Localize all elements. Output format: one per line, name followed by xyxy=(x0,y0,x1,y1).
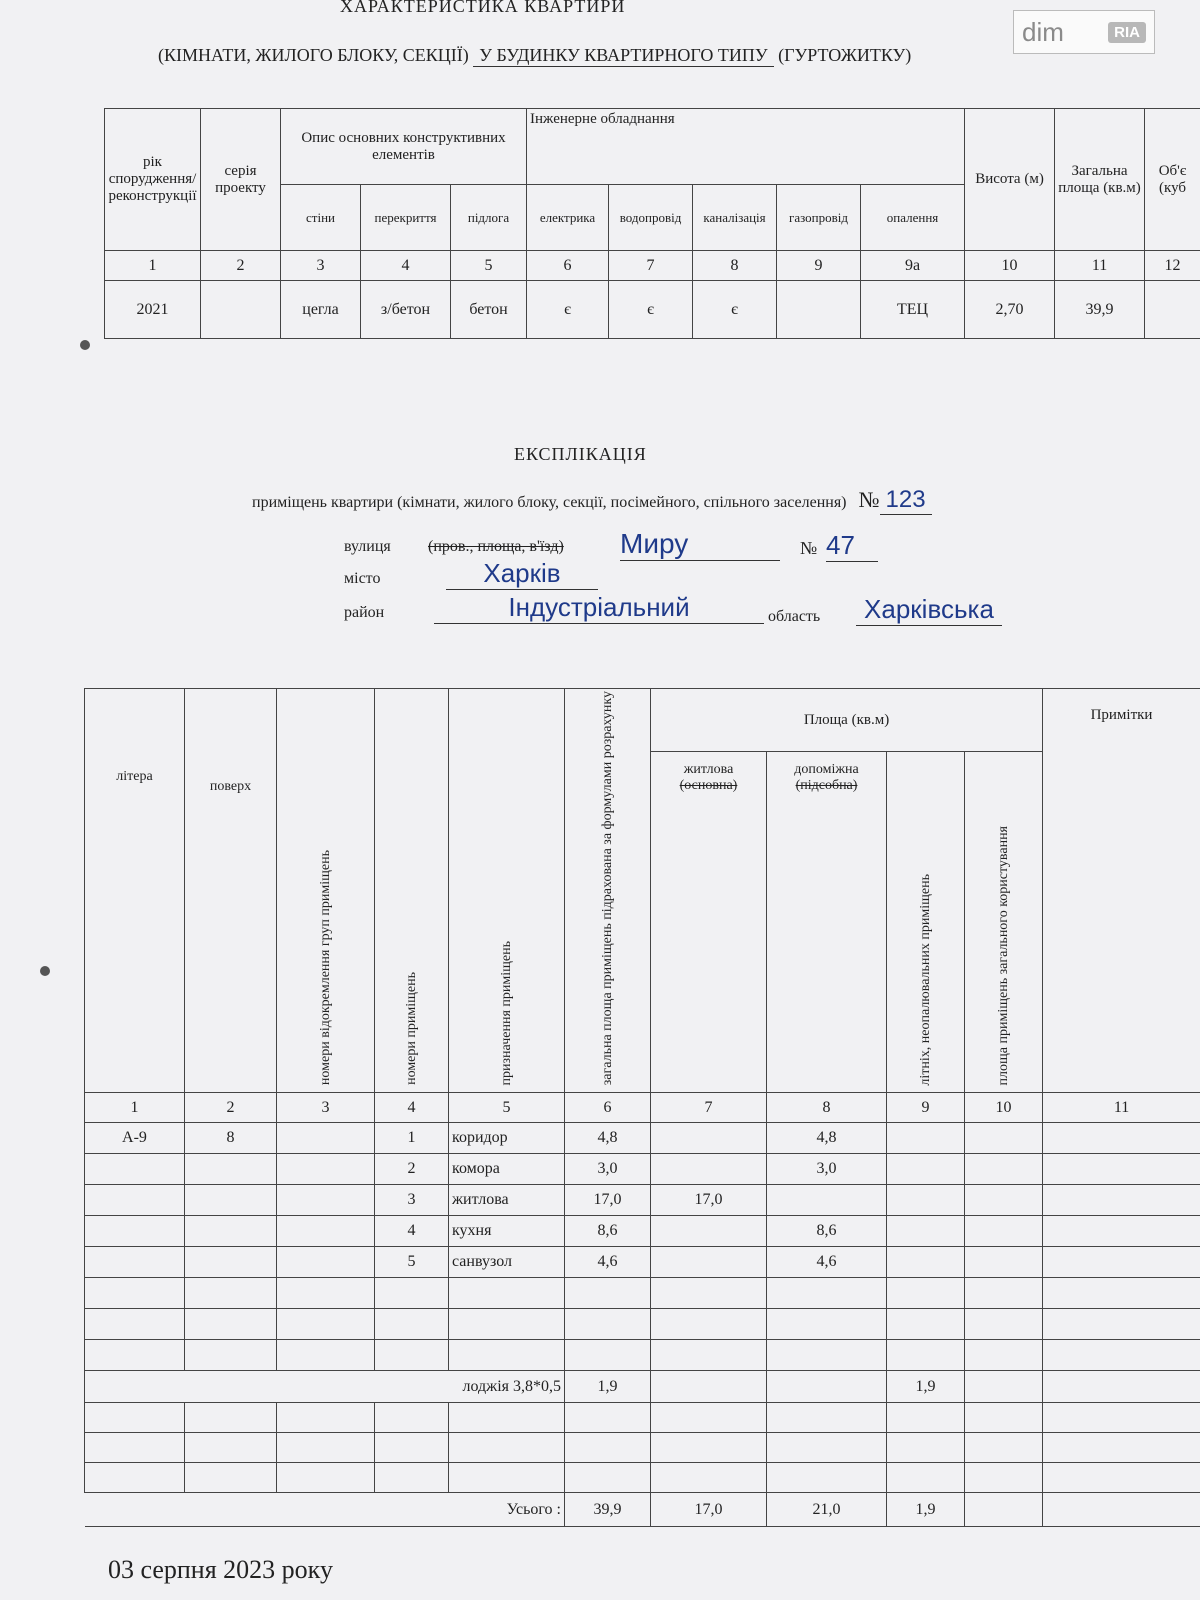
room-cell xyxy=(651,1278,767,1309)
room-cell xyxy=(1043,1247,1200,1278)
room-cell: 1 xyxy=(375,1123,449,1154)
rooms-num: 3 xyxy=(277,1093,375,1123)
room-cell xyxy=(1043,1216,1200,1247)
room-row xyxy=(85,1123,1200,1154)
subtitle-pre: (КІМНАТИ, ЖИЛОГО БЛОКУ, СЕКЦІЇ) xyxy=(158,45,469,65)
room-cell xyxy=(767,1185,887,1216)
house-number: 47 xyxy=(826,530,878,562)
room-cell: 5 xyxy=(375,1247,449,1278)
total-summer: 1,9 xyxy=(887,1493,965,1527)
rooms-h-total xyxy=(565,689,651,1093)
room-cell: 17,0 xyxy=(651,1185,767,1216)
room-cell xyxy=(651,1123,767,1154)
rooms-num: 1 xyxy=(85,1093,185,1123)
room-cell: 4,8 xyxy=(767,1123,887,1154)
room-cell xyxy=(375,1309,449,1340)
apartment-number: 123 xyxy=(880,486,932,515)
room-cell xyxy=(449,1309,565,1340)
room-cell: 4,8 xyxy=(565,1123,651,1154)
char-area: 39,9 xyxy=(1055,281,1145,339)
room-cell xyxy=(651,1154,767,1185)
room-cell: кухня xyxy=(449,1216,565,1247)
room-cell: 4,6 xyxy=(565,1247,651,1278)
room-cell xyxy=(651,1247,767,1278)
rooms-num: 8 xyxy=(767,1093,887,1123)
total-label: Усього : xyxy=(85,1493,565,1527)
rooms-h-summer xyxy=(887,752,965,1093)
rooms-h-area-group: Площа (кв.м) xyxy=(651,689,1043,752)
room-row xyxy=(85,1278,1200,1309)
room-cell xyxy=(277,1123,375,1154)
room-cell xyxy=(85,1278,185,1309)
room-cell xyxy=(1043,1309,1200,1340)
char-year: 2021 xyxy=(105,281,201,339)
loggia-summer: 1,9 xyxy=(887,1371,965,1403)
room-cell: житлова xyxy=(449,1185,565,1216)
sub-water: водопровід xyxy=(609,185,693,251)
char-sewage: є xyxy=(693,281,777,339)
room-cell xyxy=(85,1185,185,1216)
rooms-h-common-text: площа приміщень загального користування xyxy=(995,825,1011,1086)
char-num: 1 xyxy=(105,251,201,281)
district-value: Індустріальний xyxy=(434,592,764,624)
room-cell xyxy=(277,1278,375,1309)
room-row xyxy=(85,1154,1200,1185)
loggia-common xyxy=(965,1371,1043,1403)
room-cell xyxy=(965,1247,1043,1278)
room-cell: 8 xyxy=(185,1123,277,1154)
col-year-header: рік спорудження/ реконструкції xyxy=(105,109,201,251)
sub-electricity: електрика xyxy=(527,185,609,251)
loggia-aux xyxy=(767,1371,887,1403)
room-cell xyxy=(85,1247,185,1278)
char-num: 6 xyxy=(527,251,609,281)
char-num: 10 xyxy=(965,251,1055,281)
room-cell xyxy=(965,1123,1043,1154)
room-row xyxy=(85,1216,1200,1247)
room-cell xyxy=(887,1340,965,1371)
watermark-logo xyxy=(1013,10,1155,54)
char-num: 12 xyxy=(1145,251,1200,281)
room-cell xyxy=(965,1340,1043,1371)
room-cell xyxy=(887,1278,965,1309)
room-cell: 3,0 xyxy=(565,1154,651,1185)
rooms-h-notes: Примітки xyxy=(1043,689,1200,1093)
rooms-num: 9 xyxy=(887,1093,965,1123)
char-series xyxy=(201,281,281,339)
char-num: 5 xyxy=(451,251,527,281)
rooms-table xyxy=(84,688,1200,1527)
room-cell xyxy=(185,1216,277,1247)
room-cell xyxy=(651,1216,767,1247)
room-cell xyxy=(185,1340,277,1371)
rooms-h-number xyxy=(375,689,449,1093)
room-cell xyxy=(887,1309,965,1340)
room-cell: 4 xyxy=(375,1216,449,1247)
room-cell xyxy=(651,1309,767,1340)
char-num: 11 xyxy=(1055,251,1145,281)
city-value: Харків xyxy=(446,558,598,590)
room-cell xyxy=(85,1340,185,1371)
rooms-h-living-b: (основна) xyxy=(679,778,738,794)
char-num: 8 xyxy=(693,251,777,281)
rooms-h-purpose-text: призначення приміщень xyxy=(498,940,514,1086)
room-cell xyxy=(277,1309,375,1340)
room-cell xyxy=(375,1278,449,1309)
rooms-h-total-text: загальна площа приміщень підрахована за формулами розрахунку xyxy=(599,691,615,1086)
watermark-dim: dim xyxy=(1022,16,1064,47)
city-label: місто xyxy=(344,570,381,587)
loggia-notes xyxy=(1043,1371,1200,1403)
rooms-h-aux-b: (підсобна) xyxy=(795,778,858,794)
empty-row xyxy=(85,1433,1200,1463)
loggia-living xyxy=(651,1371,767,1403)
room-cell xyxy=(1043,1123,1200,1154)
room-cell xyxy=(277,1247,375,1278)
char-walls: цегла xyxy=(281,281,361,339)
room-cell xyxy=(887,1154,965,1185)
col-elements-header: Опис основних конструктивних елементів xyxy=(281,109,527,185)
room-cell xyxy=(185,1154,277,1185)
binder-hole xyxy=(40,966,50,976)
room-cell xyxy=(565,1340,651,1371)
room-cell: 4,6 xyxy=(767,1247,887,1278)
rooms-h-common xyxy=(965,752,1043,1093)
room-cell xyxy=(277,1154,375,1185)
room-cell: 8,6 xyxy=(767,1216,887,1247)
room-cell: комора xyxy=(449,1154,565,1185)
char-electricity: є xyxy=(527,281,609,339)
rooms-num: 5 xyxy=(449,1093,565,1123)
characteristics-table xyxy=(104,108,1200,339)
rooms-number-row xyxy=(85,1093,1200,1123)
total-area: 39,9 xyxy=(565,1493,651,1527)
room-cell: А-9 xyxy=(85,1123,185,1154)
street-type: (пров., площа, в'їзд) xyxy=(428,538,564,555)
room-row xyxy=(85,1185,1200,1216)
district-label: район xyxy=(344,604,385,621)
rooms-h-letter: літера xyxy=(85,689,185,1093)
loggia-label: лоджія 3,8*0,5 xyxy=(85,1371,565,1403)
col-series-header: серія проекту xyxy=(201,109,281,251)
room-cell xyxy=(375,1340,449,1371)
binder-hole xyxy=(80,340,90,350)
room-cell xyxy=(887,1216,965,1247)
room-cell xyxy=(85,1216,185,1247)
col-engineering-header: Інженерне обладнання xyxy=(527,109,965,185)
room-cell xyxy=(767,1278,887,1309)
room-cell xyxy=(449,1340,565,1371)
street-label: вулиця xyxy=(344,538,391,555)
char-num: 9а xyxy=(861,251,965,281)
room-cell xyxy=(965,1154,1043,1185)
room-cell xyxy=(565,1278,651,1309)
room-cell xyxy=(965,1185,1043,1216)
total-aux: 21,0 xyxy=(767,1493,887,1527)
col-volume-header: Об'є (куб xyxy=(1145,109,1200,251)
room-cell xyxy=(887,1247,965,1278)
sub-heating: опалення xyxy=(861,185,965,251)
rooms-num: 7 xyxy=(651,1093,767,1123)
total-row xyxy=(85,1493,1200,1527)
room-cell xyxy=(965,1309,1043,1340)
rooms-h-groups xyxy=(277,689,375,1093)
char-gas xyxy=(777,281,861,339)
room-cell xyxy=(565,1309,651,1340)
room-cell: санвузол xyxy=(449,1247,565,1278)
room-cell xyxy=(887,1123,965,1154)
room-cell xyxy=(887,1185,965,1216)
doc-subtitle xyxy=(158,45,911,67)
total-notes xyxy=(1043,1493,1200,1527)
sub-floor: підлога xyxy=(451,185,527,251)
watermark-ria: RIA xyxy=(1108,22,1146,43)
char-water: є xyxy=(609,281,693,339)
sub-ceilings: перекриття xyxy=(361,185,451,251)
rooms-num: 2 xyxy=(185,1093,277,1123)
char-ceilings: з/бетон xyxy=(361,281,451,339)
room-cell: 2 xyxy=(375,1154,449,1185)
room-cell xyxy=(277,1185,375,1216)
subtitle-main: У БУДИНКУ КВАРТИРНОГО ТИПУ xyxy=(473,45,773,67)
room-cell xyxy=(1043,1278,1200,1309)
rooms-h-groups-text: номери відокремлення груп приміщень xyxy=(317,850,333,1086)
char-volume xyxy=(1145,281,1200,339)
total-living: 17,0 xyxy=(651,1493,767,1527)
rooms-num: 11 xyxy=(1043,1093,1200,1123)
char-data-row xyxy=(105,281,1200,339)
explication-title: ЕКСПЛІКАЦІЯ xyxy=(514,444,647,464)
rooms-h-living xyxy=(651,752,767,1093)
empty-row xyxy=(85,1463,1200,1493)
sub-walls: стіни xyxy=(281,185,361,251)
room-cell xyxy=(1043,1154,1200,1185)
rooms-h-summer-text: літніх, неопалювальних приміщень xyxy=(917,873,933,1086)
room-row xyxy=(85,1247,1200,1278)
loggia-total: 1,9 xyxy=(565,1371,651,1403)
empty-row xyxy=(85,1403,1200,1433)
room-cell xyxy=(1043,1340,1200,1371)
rooms-h-floor: поверх xyxy=(185,689,277,1093)
room-cell xyxy=(85,1309,185,1340)
doc-title: ХАРАКТЕРИСТИКА КВАРТИРИ xyxy=(340,0,626,16)
char-num: 2 xyxy=(201,251,281,281)
room-row xyxy=(85,1340,1200,1371)
rooms-h-number-text: номери приміщень xyxy=(403,972,419,1086)
room-cell xyxy=(85,1154,185,1185)
rooms-num: 10 xyxy=(965,1093,1043,1123)
room-cell xyxy=(651,1340,767,1371)
rooms-num: 6 xyxy=(565,1093,651,1123)
room-rows xyxy=(85,1123,1200,1371)
room-cell xyxy=(185,1247,277,1278)
rooms-h-auxiliary xyxy=(767,752,887,1093)
rooms-h-purpose xyxy=(449,689,565,1093)
subtitle-post: (ГУРТОЖИТКУ) xyxy=(778,45,912,65)
room-cell: 17,0 xyxy=(565,1185,651,1216)
footer-date: 03 серпня 2023 року xyxy=(108,1555,333,1584)
apartment-number-label: № xyxy=(858,487,880,512)
room-cell: 3 xyxy=(375,1185,449,1216)
explication-line xyxy=(252,486,932,515)
char-floor: бетон xyxy=(451,281,527,339)
char-num: 7 xyxy=(609,251,693,281)
total-common xyxy=(965,1493,1043,1527)
col-area-header: Загальна площа (кв.м) xyxy=(1055,109,1145,251)
room-cell: коридор xyxy=(449,1123,565,1154)
char-height: 2,70 xyxy=(965,281,1055,339)
char-number-row xyxy=(105,251,1200,281)
room-cell xyxy=(185,1185,277,1216)
room-cell xyxy=(277,1340,375,1371)
sub-sewage: каналізація xyxy=(693,185,777,251)
loggia-row xyxy=(85,1371,1200,1403)
region-value: Харківська xyxy=(856,594,1002,626)
explication-desc: приміщень квартири (кімнати, жилого блоку, секції, посімейного, спільного заселення) xyxy=(252,494,847,511)
room-cell: 3,0 xyxy=(767,1154,887,1185)
street-value: Миру xyxy=(620,528,780,561)
room-cell xyxy=(767,1309,887,1340)
room-cell xyxy=(185,1278,277,1309)
room-cell xyxy=(185,1309,277,1340)
rooms-h-aux-a: допоміжна xyxy=(794,762,859,778)
room-cell xyxy=(277,1216,375,1247)
room-row xyxy=(85,1309,1200,1340)
rooms-h-living-a: житлова xyxy=(683,762,734,778)
char-num: 9 xyxy=(777,251,861,281)
col-height-header: Висота (м) xyxy=(965,109,1055,251)
rooms-num: 4 xyxy=(375,1093,449,1123)
room-cell xyxy=(767,1340,887,1371)
char-num: 4 xyxy=(361,251,451,281)
room-cell: 8,6 xyxy=(565,1216,651,1247)
room-cell xyxy=(965,1278,1043,1309)
region-label: область xyxy=(768,608,821,625)
sub-gas: газопровід xyxy=(777,185,861,251)
char-heating: ТЕЦ xyxy=(861,281,965,339)
char-num: 3 xyxy=(281,251,361,281)
room-cell xyxy=(965,1216,1043,1247)
room-cell xyxy=(1043,1185,1200,1216)
room-cell xyxy=(449,1278,565,1309)
house-label: № xyxy=(800,538,818,558)
